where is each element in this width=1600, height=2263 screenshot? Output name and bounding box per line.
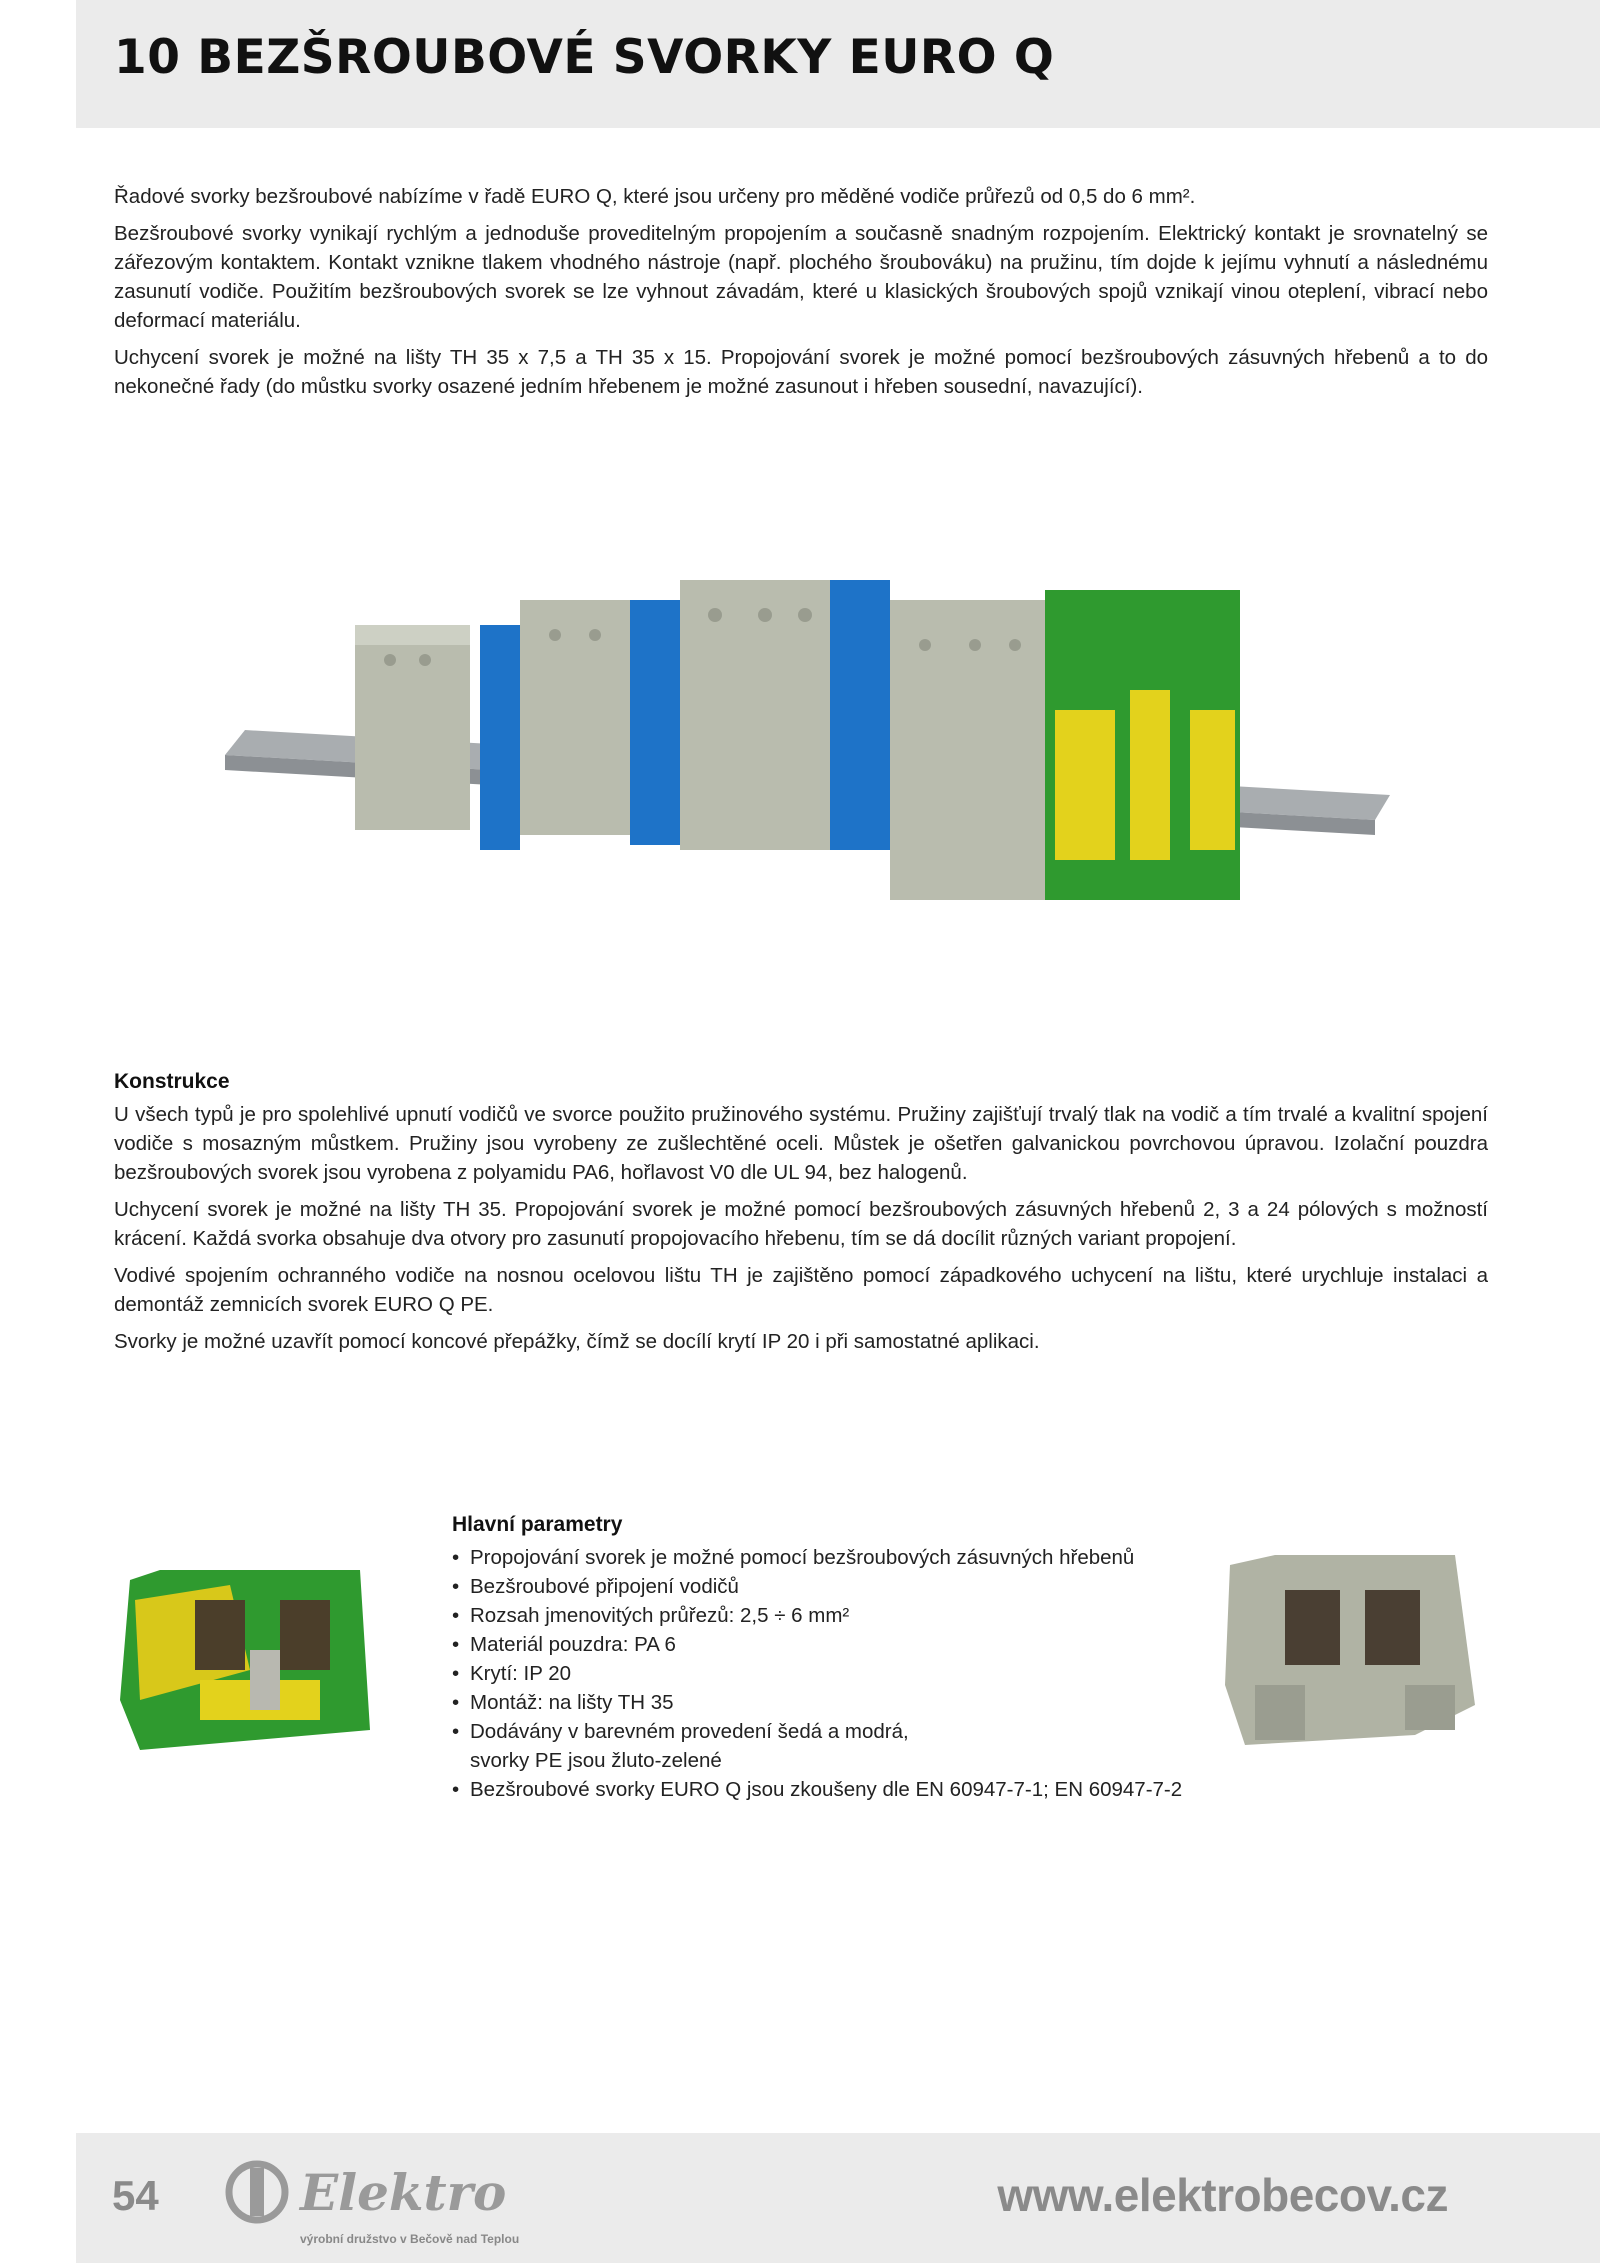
construction-heading: Konstrukce [114,1070,230,1093]
website-link[interactable]: www.elektrobecov.cz [997,2169,1448,2221]
list-item: • Bezšroubové připojení vodičů [452,1575,739,1598]
list-item: • Materiál pouzdra: PA 6 [452,1633,676,1656]
list-item: • Rozsah jmenovitých průřezů: 2,5 ÷ 6 mm² [452,1604,850,1627]
list-item-continuation: svorky PE jsou žluto-zelené [470,1749,722,1772]
parameters-list [452,1543,1212,1804]
list-item: • Krytí: IP 20 [452,1662,572,1685]
grey-terminal-group [355,625,470,830]
intro-paragraph: Řadové svorky bezšroubové nabízíme v řadě EURO Q, které jsou určeny pro měděné vodiče průřezů od 0,5 do 6 mm². [114,185,1196,208]
logo-text: Elektro [300,2163,507,2222]
grey-terminal [890,600,1045,900]
intro-paragraph: Bezšroubové svorky vynikají rychlým a jednoduše proveditelným propojením a současně snadným rozpojením. Elektrický kontakt je srovnatelný se zářezovým kontaktem. Kontakt vznikne tlakem vhodného nástroje (např. plochého šroubováku) na pružinu, tím dojde k jejímu vyhnutí a následnému zasunutí vodiče. Použitím bezšroubových svorek se lze vyhnout závadám, které u klasických šroubových spojů vznikají vinou oteplení, vibrací nebo deformací materiálu. [114,222,1488,332]
main-parameters [452,1510,1212,1804]
construction-paragraph: Svorky je možné uzavřít pomocí koncové přepážky, čímž se docílí krytí IP 20 i při samostatné aplikaci. [114,1330,1040,1353]
grey-terminal [520,600,630,835]
blue-terminal [480,625,520,850]
list-item: • Montáž: na lišty TH 35 [452,1691,674,1714]
blue-terminal [830,580,890,850]
blue-terminal [630,600,680,845]
intro-paragraph: Uchycení svorek je možné na lišty TH 35 x 7,5 a TH 35 x 15. Propojování svorek je možné pomocí bezšroubových zásuvných hřebenů a to do nekonečné řady (do můstku svorky osazené jedním hřebenem je možné zasunout i hřeben sousední, navazující). [114,346,1488,398]
page-number: 54 [112,2172,159,2219]
construction-paragraph: Vodivé spojením ochranného vodiče na nosnou ocelovou lištu TH je zajištěno pomocí západkového uchycení na lištu, které urychluje instalaci a demontáž zemnicích svorek EURO Q PE. [114,1264,1488,1316]
grey-terminal-photo [1215,1535,1495,1760]
pe-terminal-group [1045,590,1240,900]
construction-paragraph: Uchycení svorek je možné na lišty TH 35. Propojování svorek je možné pomocí bezšroubových zásuvných hřebenů 2, 3 a 24 pólových s možností krácení. Každá svorka obsahuje dva otvory pro zasunutí propojovacího hřebenu, tím se dá docílit různých variant propojení. [114,1198,1488,1250]
list-item: • Propojování svorek je možné pomocí bezšroubových zásuvných hřebenů [452,1546,1135,1569]
construction-paragraph: U všech typů je pro spolehlivé upnutí vodičů ve svorce použito pružinového systému. Pružiny zajišťují trvalý tlak na vodič a tím trvalé a kvalitní spojení vodiče s mosazným můstkem. Pružiny jsou vyrobeny ze zušlechtěné oceli. Můstek je ošetřen galvanickou povrchovou úpravou. Izolační pouzdra bezšroubových svorek jsou vyrobena z polyamidu PA6, hořlavost V0 dle UL 94, bez halogenů. [114,1103,1488,1184]
list-item: • Bezšroubové svorky EURO Q jsou zkoušeny dle EN 60947-7-1; EN 60947-7-2 [452,1778,1183,1801]
intro-section [114,182,1488,409]
list-item: • Dodávány v barevném provedení šedá a modrá, svorky PE jsou žluto-zelené [452,1717,1212,1775]
logo-subtitle: výrobní družstvo v Bečově nad Teplou [300,2232,520,2246]
parameters-heading: Hlavní parametry [452,1513,623,1536]
page-title: 10 BEZŠROUBOVÉ SVORKY EURO Q [114,30,1055,85]
terminal-blocks-photo [225,560,1390,905]
pe-terminal-photo [110,1540,395,1765]
construction-section [114,1067,1488,1364]
